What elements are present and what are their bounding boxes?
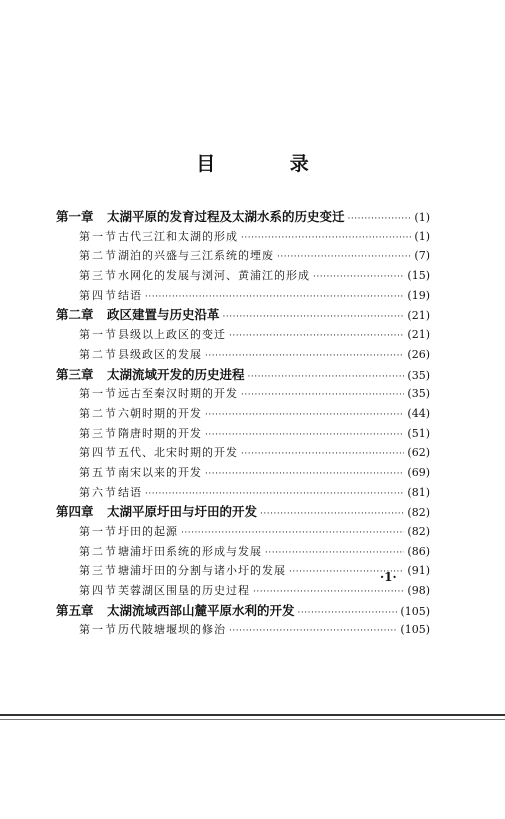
entry-page: (81) <box>407 485 430 499</box>
entry-page: (69) <box>407 465 430 479</box>
entry-page: (98) <box>407 584 430 598</box>
entry-page: (44) <box>407 406 430 420</box>
entry-title: 六朝时期的开发 <box>118 406 202 420</box>
entry-number: 第三章 <box>56 366 94 382</box>
footer-rule-thin <box>0 719 505 720</box>
entry-page: (62) <box>407 446 430 460</box>
entry-page: (1) <box>414 211 430 224</box>
entry-title: 湖泊的兴盛与三江系统的堙废 <box>118 249 274 263</box>
entry-title: 政区建置与历史沿革 <box>107 307 220 323</box>
entry-title: 县级以上政区的变迁 <box>118 328 226 342</box>
entry-number: 第一节 <box>79 525 118 538</box>
dot-leader <box>241 386 404 406</box>
entry-number: 第二章 <box>56 307 94 323</box>
dot-leader <box>205 406 404 426</box>
dot-leader <box>248 368 405 388</box>
dot-leader <box>348 210 412 230</box>
toc-section-entry <box>56 345 430 365</box>
toc-section-entry <box>56 561 430 581</box>
page-number: ·1· <box>380 570 397 584</box>
toc-chapter-entry <box>56 365 430 385</box>
toc-section-entry <box>56 246 430 266</box>
entry-title: 水网化的发展与浏河、黄浦江的形成 <box>118 269 310 283</box>
entry-number: 第六节 <box>79 485 118 499</box>
toc-section-entry <box>56 325 430 345</box>
entry-page: (21) <box>407 309 430 323</box>
entry-number: 第二节 <box>79 249 118 263</box>
entry-number: 第一节 <box>79 229 118 243</box>
toc-section-entry <box>56 384 430 404</box>
entry-number: 第五节 <box>79 465 118 479</box>
entry-title: 太湖平原的发育过程及太湖水系的历史变迁 <box>107 209 345 224</box>
entry-title: 隋唐时期的开发 <box>118 426 202 440</box>
toc-chapter-entry <box>56 305 430 325</box>
toc-section-entry <box>56 404 430 424</box>
dot-leader <box>313 268 404 288</box>
entry-number: 第二节 <box>79 544 118 558</box>
dot-leader <box>229 622 397 642</box>
entry-page: (26) <box>407 347 430 361</box>
entry-page: (35) <box>407 368 430 382</box>
entry-title: 古代三江和太湖的形成 <box>118 229 238 243</box>
entry-page: (105) <box>400 623 430 637</box>
entry-page: (1) <box>414 229 430 243</box>
dot-leader <box>260 505 404 525</box>
toc-section-entry <box>56 227 430 247</box>
toc-section-entry <box>56 483 430 503</box>
entry-title: 结语 <box>118 485 142 499</box>
toc-section-entry <box>56 581 430 601</box>
entry-title: 县级政区的发展 <box>118 347 202 361</box>
entry-number: 第一节 <box>79 623 118 637</box>
entry-page: (19) <box>407 288 430 302</box>
entry-number: 第四节 <box>79 446 118 460</box>
entry-title: 南宋以来的开发 <box>118 465 202 479</box>
entry-page: (7) <box>414 249 430 263</box>
entry-number: 第一节 <box>79 387 118 401</box>
toc-section-entry <box>56 266 430 286</box>
entry-number: 第三节 <box>79 564 118 578</box>
entry-page: (15) <box>407 269 430 283</box>
entry-number: 第一章 <box>56 209 94 224</box>
toc-chapter-entry <box>56 601 430 621</box>
entry-page: (82) <box>407 506 430 520</box>
entry-number: 第二节 <box>79 406 118 420</box>
entry-page: (105) <box>400 604 430 618</box>
toc-section-entry <box>56 463 430 483</box>
entry-number: 第四节 <box>79 288 118 302</box>
entry-number: 第五章 <box>56 602 94 618</box>
entry-number: 第三节 <box>79 426 118 440</box>
entry-page: (91) <box>407 564 430 578</box>
entry-page: (51) <box>407 426 430 440</box>
dot-leader <box>241 445 404 465</box>
toc-section-entry <box>56 286 430 306</box>
footer-rule <box>0 714 505 716</box>
entry-title: 太湖平原圩田与圩田的开发 <box>107 504 258 520</box>
entry-number: 第一节 <box>79 328 118 342</box>
entry-title: 远古至秦汉时期的开发 <box>118 387 238 401</box>
page-title: 目 录 <box>196 153 343 175</box>
toc-section-entry <box>56 443 430 463</box>
entry-title: 芙蓉湖区围垦的历史过程 <box>118 584 250 598</box>
toc-section-entry <box>56 620 430 640</box>
entry-title: 圩田的起源 <box>118 525 178 538</box>
entry-title: 太湖流域西部山麓平原水利的开发 <box>107 602 295 618</box>
toc-chapter-entry <box>56 207 430 227</box>
dot-leader <box>229 327 404 347</box>
entry-title: 历代陂塘堰坝的修治 <box>118 623 226 637</box>
entry-number: 第二节 <box>79 347 118 361</box>
toc-chapter-entry <box>56 502 430 522</box>
toc-section-entry <box>56 542 430 562</box>
dot-leader <box>223 308 405 328</box>
toc-section-entry <box>56 522 430 542</box>
entry-page: (21) <box>407 328 430 342</box>
entry-number: 第四节 <box>79 584 118 598</box>
entry-title: 塘浦圩田系统的形成与发展 <box>118 544 262 558</box>
entry-page: (35) <box>407 387 430 401</box>
table-of-contents <box>56 207 430 640</box>
entry-number: 第三节 <box>79 269 118 283</box>
entry-title: 五代、北宋时期的开发 <box>118 446 238 460</box>
entry-page: (82) <box>407 525 430 538</box>
entry-title: 太湖流域开发的历史进程 <box>107 366 245 382</box>
dot-leader <box>298 604 398 624</box>
entry-page: (86) <box>407 544 430 558</box>
entry-title: 结语 <box>118 288 142 302</box>
toc-section-entry <box>56 424 430 444</box>
dot-leader <box>205 465 404 485</box>
entry-title: 塘浦圩田的分割与诸小圩的发展 <box>118 564 286 578</box>
entry-number: 第四章 <box>56 504 94 520</box>
